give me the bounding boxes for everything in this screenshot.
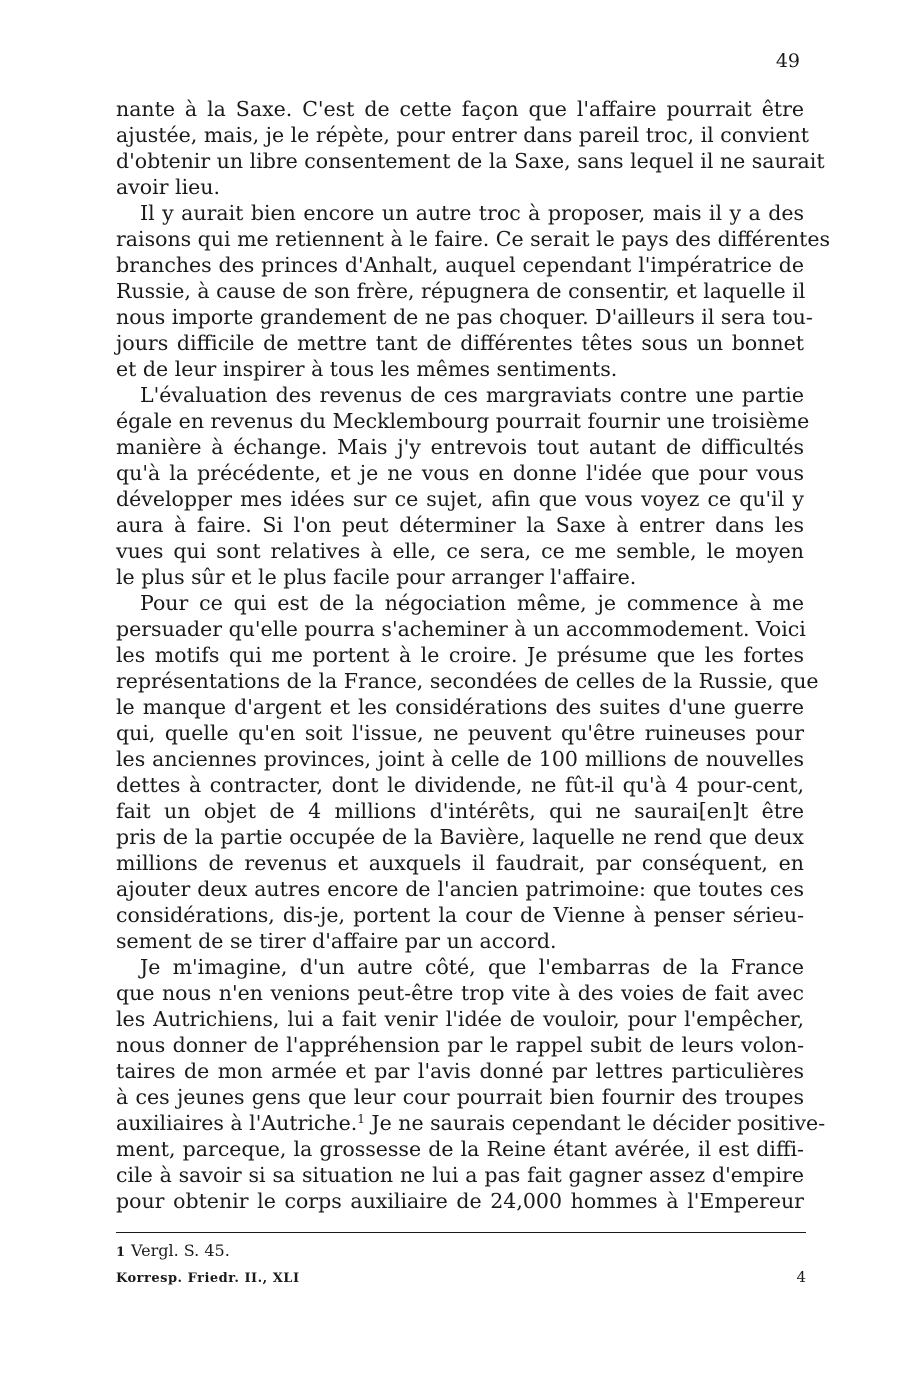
text-line: Pour ce qui est de la négociation même, je commence à me: [140, 591, 804, 615]
text-line: ment, parceque, la grossesse de la Reine étant avérée, il est diffi-: [116, 1137, 804, 1161]
text-line: le manque d'argent et les considérations des suites d'une guerre: [116, 695, 804, 719]
paragraph: [116, 96, 825, 200]
text-line: nous donner de l'appréhension par le rappel subit de leurs volon-: [116, 1033, 804, 1057]
text-line: considérations, dis-je, portent la cour de Vienne à penser sérieu-: [116, 903, 804, 927]
footnote-reference: 1: [357, 1112, 365, 1126]
paragraph: [116, 590, 819, 954]
text-line: ajustée, mais, je le répète, pour entrer dans pareil troc, il convient: [116, 123, 809, 147]
text-line: taires de mon armée et par l'avis donné par lettres particulières: [116, 1059, 804, 1083]
text-line: manière à échange. Mais j'y entrevois tout autant de difficultés: [116, 435, 804, 459]
page-number: 49: [775, 50, 800, 72]
text-line: représentations de la France, secondées de celles de la Russie, que: [116, 669, 819, 693]
text-line: Il y aurait bien encore un autre troc à proposer, mais il y a des: [140, 201, 804, 225]
text-line: les Autrichiens, lui a fait venir l'idée de vouloir, pour l'empêcher,: [116, 1007, 804, 1031]
text-line: jours difficile de mettre tant de différentes têtes sous un bonnet: [116, 331, 804, 355]
text-line: que nous n'en venions peut-être trop vite à des voies de fait avec: [116, 981, 804, 1005]
text-line: à ces jeunes gens que leur cour pourrait bien fournir des troupes: [116, 1085, 804, 1109]
text-line: les anciennes provinces, joint à celle de 100 millions de nouvelles: [116, 747, 804, 771]
text-line: fait un objet de 4 millions d'intérêts, qui ne saurai[en]t être: [116, 799, 804, 823]
text-line: avoir lieu.: [116, 175, 220, 199]
text-line: le plus sûr et le plus facile pour arranger l'affaire.: [116, 565, 637, 589]
text-line: d'obtenir un libre consentement de la Saxe, sans lequel il ne saurait: [116, 149, 825, 173]
text-line: développer mes idées sur ce sujet, afin que vous voyez ce qu'il y: [116, 487, 804, 511]
signature-mark: Korresp. Friedr. II., XLI: [116, 1271, 300, 1286]
text-line: vues qui sont relatives à elle, ce sera, ce me semble, le moyen: [116, 539, 804, 563]
text-segment: Je ne saurais cependant le décider positive-: [364, 1111, 826, 1135]
text-line: dettes à contracter, dont le dividende, ne fût-il qu'à 4 pour-cent,: [116, 773, 804, 797]
text-line: qu'à la précédente, et je ne vous en donne l'idée que pour vous: [116, 461, 804, 485]
paragraph: [116, 954, 826, 1214]
paragraph: [116, 382, 810, 590]
text-line: Russie, à cause de son frère, répugnera de consentir, et laquelle il: [116, 279, 806, 303]
text-line: sement de se tirer d'affaire par un accord.: [116, 929, 557, 953]
text-line: aura à faire. Si l'on peut déterminer la Saxe à entrer dans les: [116, 513, 804, 537]
text-line: nous importe grandement de ne pas choquer. D'ailleurs il sera tou-: [116, 305, 813, 329]
text-line: persuader qu'elle pourra s'acheminer à un accommodement. Voici: [116, 617, 806, 641]
text-line: branches des princes d'Anhalt, auquel cependant l'impératrice de: [116, 253, 804, 277]
text-line: qui, quelle qu'en soit l'issue, ne peuvent qu'être ruineuses pour: [116, 721, 804, 745]
text-line-with-footnote: [116, 1110, 826, 1136]
text-line: égale en revenus du Mecklembourg pourrait fournir une troisième: [116, 409, 810, 433]
text-line: millions de revenus et auxquels il faudrait, par conséquent, en: [116, 851, 804, 875]
text-line: raisons qui me retiennent à le faire. Ce serait le pays des différentes: [116, 227, 830, 251]
footnote: [116, 1241, 230, 1260]
text-line: ajouter deux autres encore de l'ancien patrimoine: que toutes ces: [116, 877, 804, 901]
signature-number: 4: [796, 1268, 806, 1286]
text-line: les motifs qui me portent à le croire. Je présume que les fortes: [116, 643, 804, 667]
text-segment: auxiliaires à l'Autriche.: [116, 1111, 358, 1135]
footnote-number: 1: [116, 1245, 126, 1260]
text-line: Je m'imagine, d'un autre côté, que l'embarras de la France: [140, 955, 804, 979]
footnote-divider: [116, 1232, 806, 1233]
text-line: nante à la Saxe. C'est de cette façon que l'affaire pourrait être: [116, 97, 804, 121]
text-line: L'évaluation des revenus de ces margraviats contre une partie: [140, 383, 804, 407]
body-text: [116, 96, 830, 1214]
footnote-text: Vergl. S. 45.: [131, 1241, 230, 1260]
text-line: pris de la partie occupée de la Bavière, laquelle ne rend que deux: [116, 825, 804, 849]
paragraph: [116, 200, 830, 382]
text-line: et de leur inspirer à tous les mêmes sentiments.: [116, 357, 618, 381]
text-line: pour obtenir le corps auxiliaire de 24,000 hommes à l'Empereur: [116, 1189, 804, 1213]
text-line: cile à savoir si sa situation ne lui a pas fait gagner assez d'empire: [116, 1163, 804, 1187]
